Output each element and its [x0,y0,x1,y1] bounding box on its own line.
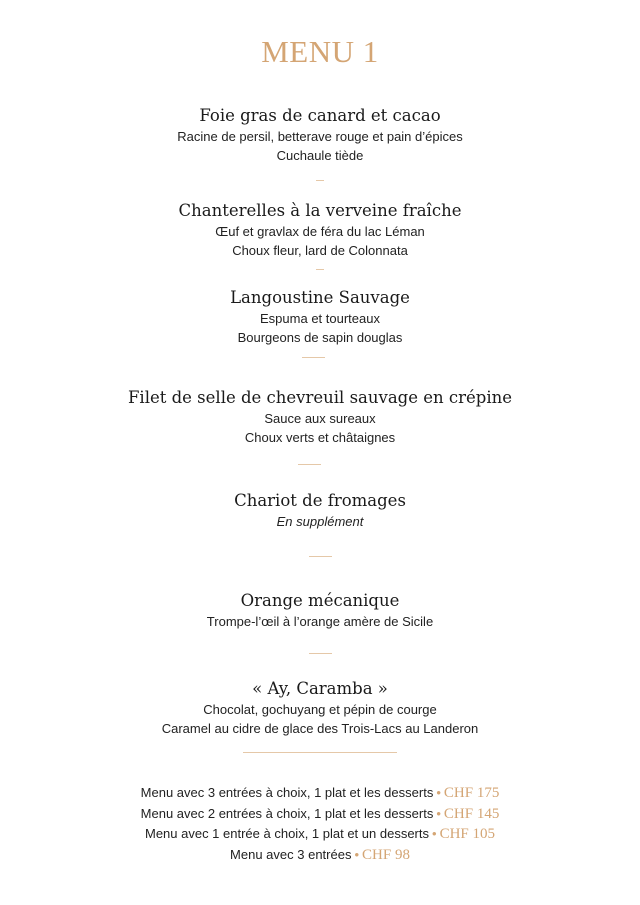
dish-name: Filet de selle de chevreuil sauvage en crépine [127,388,513,407]
dish-name: Orange mécanique [240,591,400,610]
dish-name: Chanterelles à la verveine fraîche [178,201,462,220]
bullet-separator: • [436,806,441,821]
price-option-4 [0,845,640,865]
menu-item-chanterelles [0,200,640,260]
dish-description: Espuma et tourteaux [260,311,380,326]
price-value: CHF 98 [362,847,410,863]
price-label: Menu avec 3 entrées [230,847,352,862]
menu-item-orange-mecanique [0,590,640,631]
dish-description: Œuf et gravlax de féra du lac Léman [215,224,425,239]
divider [309,653,332,654]
dish-description: Bourgeons de sapin douglas [237,330,403,345]
bullet-separator: • [432,826,437,841]
bullet-separator: • [354,847,360,862]
dish-description: Chocolat, gochuyang et pépin de courge [203,702,437,717]
divider [309,556,332,557]
price-value: CHF 175 [443,785,500,801]
divider [298,464,321,465]
price-label: Menu avec 2 entrées à choix, 1 plat et les desserts [140,806,434,821]
divider [316,269,324,270]
menu-item-langoustine [0,287,640,347]
dish-name: « Ay, Caramba » [252,679,388,698]
divider [302,357,325,358]
menu-item-fromages [0,490,640,531]
dish-note: En supplément [276,514,364,529]
dish-description: Choux verts et châtaignes [244,430,396,445]
price-option-3 [0,824,640,844]
dish-name: Foie gras de canard et cacao [199,106,441,125]
bullet-separator: • [436,785,441,800]
dish-name: Langoustine Sauvage [230,288,410,307]
price-value: CHF 145 [443,806,500,822]
price-label: Menu avec 1 entrée à choix, 1 plat et un desserts [144,826,429,841]
dish-name: Chariot de fromages [234,491,406,510]
price-value: CHF 105 [439,826,495,842]
price-option-2 [0,804,640,824]
dish-description: Sauce aux sureaux [264,411,376,426]
menu-title: MENU 1 [261,34,379,69]
menu-item-chevreuil [0,387,640,447]
dish-description: Caramel au cidre de glace des Trois-Lacs au Landeron [161,721,479,736]
menu-item-ay-caramba [0,678,640,738]
dish-description: Cuchaule tiède [276,148,364,163]
menu-item-foie-gras [0,105,640,165]
section-divider [243,752,397,753]
price-option-1 [0,783,640,803]
dish-description: Racine de persil, betterave rouge et pain d’épices [177,129,463,144]
price-label: Menu avec 3 entrées à choix, 1 plat et les desserts [140,785,434,800]
dish-description: Trompe-l’œil à l’orange amère de Sicile [206,614,434,629]
dish-description: Choux fleur, lard de Colonnata [232,243,408,258]
divider [316,180,324,181]
